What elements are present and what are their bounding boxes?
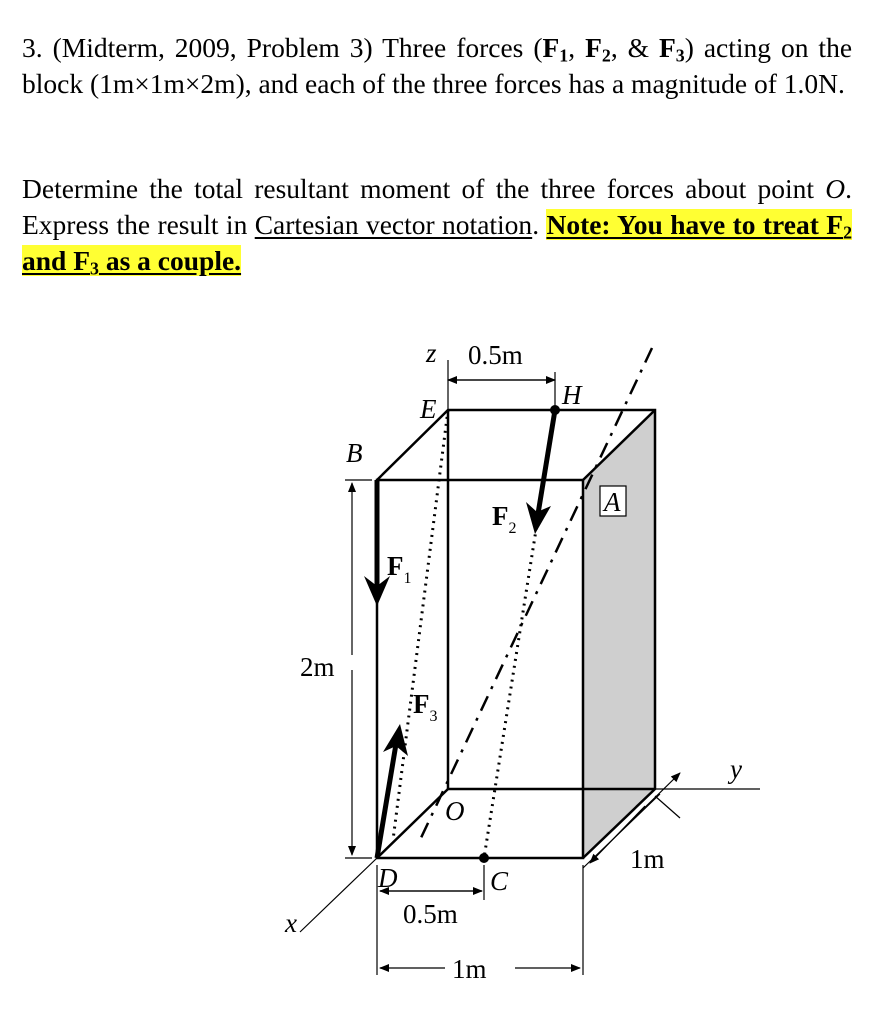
- dotted-line-e: [393, 410, 448, 840]
- axes: [300, 360, 760, 932]
- point-o: O: [825, 173, 846, 204]
- label-top-dim: 0.5m: [468, 340, 523, 370]
- cartesian-link-text: Cartesian vector notation: [254, 209, 533, 240]
- label-depth-dim: 1m: [630, 844, 665, 874]
- block-force-diagram: [0, 320, 872, 1024]
- label-z: z: [426, 338, 437, 368]
- label-width-dim: 1m: [452, 954, 487, 984]
- label-c: C: [490, 866, 509, 896]
- point-h: [550, 405, 560, 415]
- problem-source: (Midterm, 2009, Problem 3): [52, 32, 373, 63]
- task-statement: Determine the total resultant moment of the three forces about point O. Express the result in Cartesian vector notation. Note: You have to treat $F_2$ and $F_3$ as a couple.: [22, 173, 852, 279]
- block-right-face: [583, 410, 655, 858]
- label-d: D: [378, 863, 398, 893]
- label-x: x: [285, 908, 297, 938]
- label-b: B: [346, 438, 363, 468]
- label-f1: $F_1$: [387, 551, 412, 587]
- label-f2: $F_2$: [492, 501, 517, 537]
- problem-number: 3.: [22, 32, 43, 63]
- problem-statement: 3. (Midterm, 2009, Problem 3) Three forces ($F_1$, $F_2$, & $F_3$) acting on the block (1m×1m×2m), and each of the three forces has a magnitude of 1.0N.: [22, 32, 853, 99]
- label-y: y: [730, 754, 742, 784]
- label-e: E: [420, 394, 437, 424]
- label-h: H: [562, 380, 582, 410]
- force-f2-line: [537, 410, 555, 520]
- label-height-dim: 2m: [300, 652, 335, 682]
- label-a: A: [604, 487, 621, 517]
- label-bottom-dim: 0.5m: [403, 899, 458, 929]
- label-o: O: [445, 796, 465, 826]
- label-f3: $F_3$: [413, 689, 438, 725]
- highlighted-note: Note: You have to treat $F_2$ and $F_3$ as a couple.: [22, 209, 852, 279]
- point-c: [479, 853, 489, 863]
